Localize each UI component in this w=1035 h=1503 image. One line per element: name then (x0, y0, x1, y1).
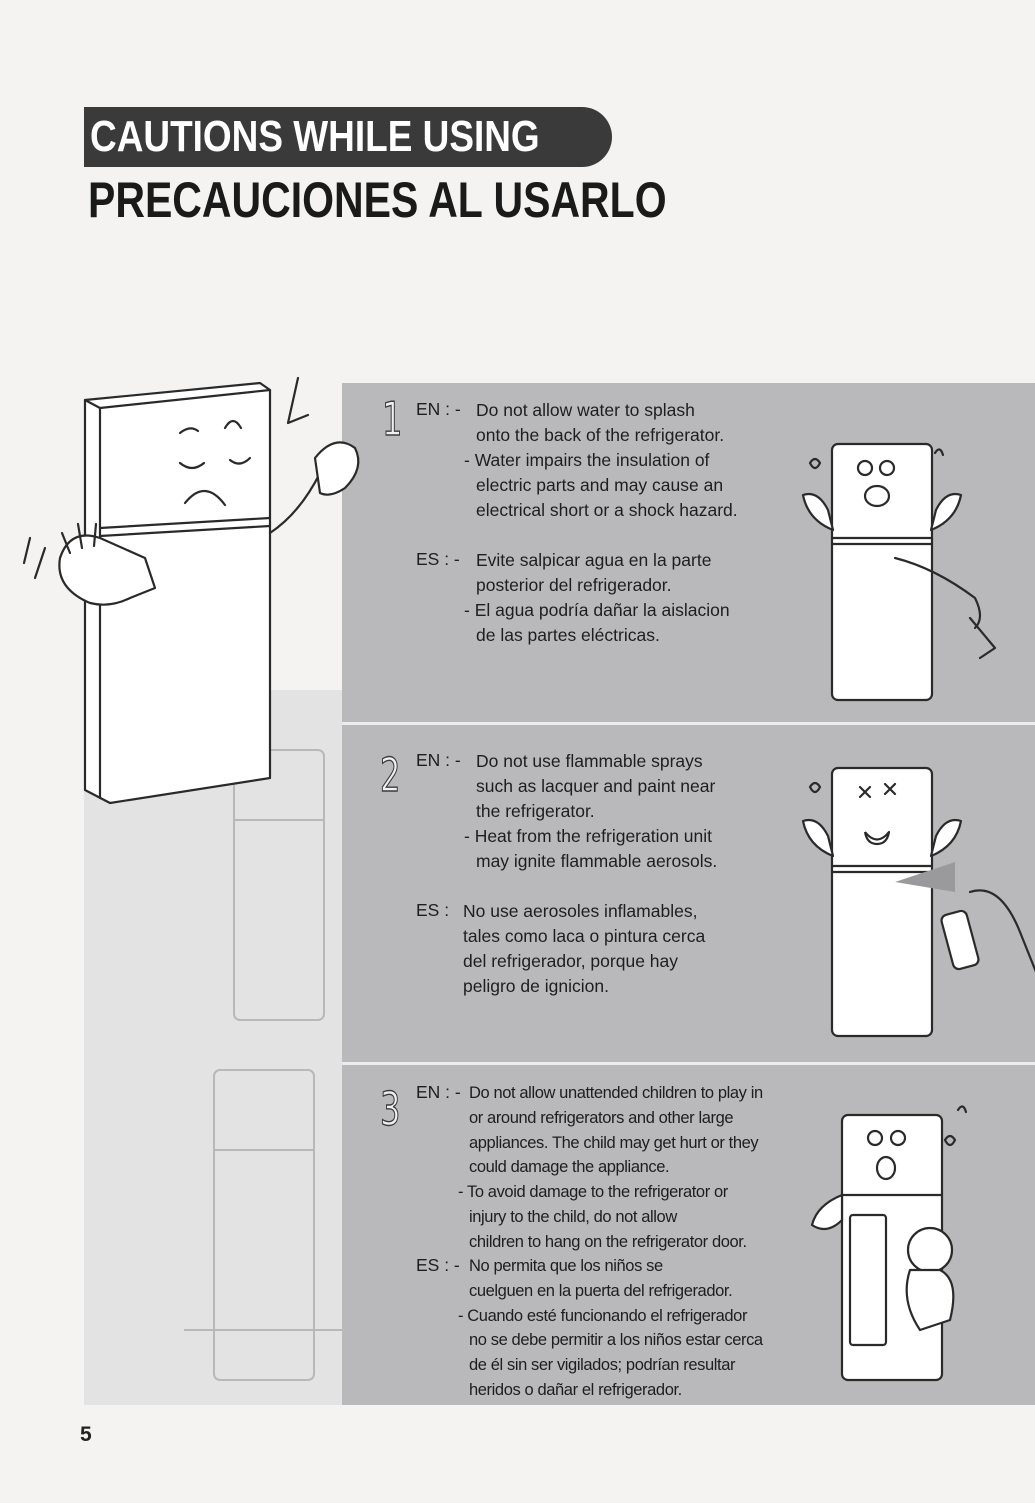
en-label: EN : - (416, 1082, 461, 1102)
page-subtitle: PRECAUCIONES AL USARLO (88, 172, 667, 228)
text-line: Do not use flammable sprays (476, 751, 703, 771)
page-title: CAUTIONS WHILE USING (90, 112, 540, 161)
es-text (458, 1254, 763, 1403)
text-line: injury to the child, do not allow (469, 1207, 677, 1226)
step-number: 2 (380, 748, 401, 802)
text-line: - El agua podría dañar la aislacion (464, 600, 730, 620)
text-line: peligro de ignicion. (463, 976, 609, 996)
text-line: children to hang on the refrigerator door. (469, 1232, 747, 1251)
text-line: electrical short or a shock hazard. (476, 500, 738, 520)
text-line: Evite salpicar agua en la parte (476, 550, 712, 570)
spray-can-icon (795, 762, 1035, 1042)
es-text (463, 899, 705, 999)
text-line: tales como laca o pintura cerca (463, 926, 706, 946)
en-text (458, 1081, 763, 1255)
es-text (464, 548, 730, 648)
text-line: such as lacquer and paint near (476, 776, 716, 796)
text-line: - To avoid damage to the refrigerator or (458, 1183, 728, 1202)
text-line: Do not allow unattended children to play in (469, 1084, 763, 1102)
en-label: EN : - (416, 750, 461, 770)
es-label: ES : (416, 900, 450, 920)
en-text (464, 398, 738, 523)
es-label: ES : - (416, 1255, 460, 1275)
refrigerator-mascot-icon (30, 378, 350, 818)
text-line: electric parts and may cause an (476, 475, 724, 495)
step-number: 3 (380, 1082, 401, 1136)
step-number: 1 (382, 392, 403, 446)
page-number: 5 (80, 1423, 92, 1446)
section-divider (342, 1062, 1035, 1065)
text-line: no se debe permitir a los niños estar cerca (469, 1331, 763, 1350)
en-text (464, 749, 718, 874)
text-line: could damage the appliance. (469, 1158, 670, 1177)
text-line: cuelguen en la puerta del refrigerador. (469, 1281, 733, 1300)
text-line: de las partes eléctricas. (476, 625, 660, 645)
water-splash-icon (795, 438, 1035, 708)
en-label: EN : - (416, 399, 461, 419)
text-line: may ignite flammable aerosols. (476, 851, 718, 871)
section-divider (342, 722, 1035, 725)
text-line: appliances. The child may get hurt or they (469, 1133, 759, 1152)
text-line: posterior del refrigerador. (476, 575, 672, 595)
text-line: - Cuando esté funcionando el refrigerador (458, 1306, 748, 1325)
text-line: No permita que los niños se (469, 1257, 663, 1275)
text-line: heridos o dañar el refrigerador. (469, 1380, 682, 1399)
text-line: or around refrigerators and other large (469, 1108, 734, 1127)
text-line: del refrigerador, porque hay (463, 951, 678, 971)
text-line: de él sin ser vigilados; podrían resultar (469, 1356, 736, 1375)
text-line: No use aerosoles inflamables, (463, 901, 698, 921)
text-line: - Water impairs the insulation of (464, 450, 710, 470)
text-line: - Heat from the refrigeration unit (464, 826, 713, 846)
text-line: onto the back of the refrigerator. (476, 425, 725, 445)
text-line: the refrigerator. (476, 801, 595, 821)
text-line: Do not allow water to splash (476, 400, 695, 420)
child-hanging-icon (790, 1100, 1030, 1385)
es-label: ES : - (416, 549, 460, 569)
